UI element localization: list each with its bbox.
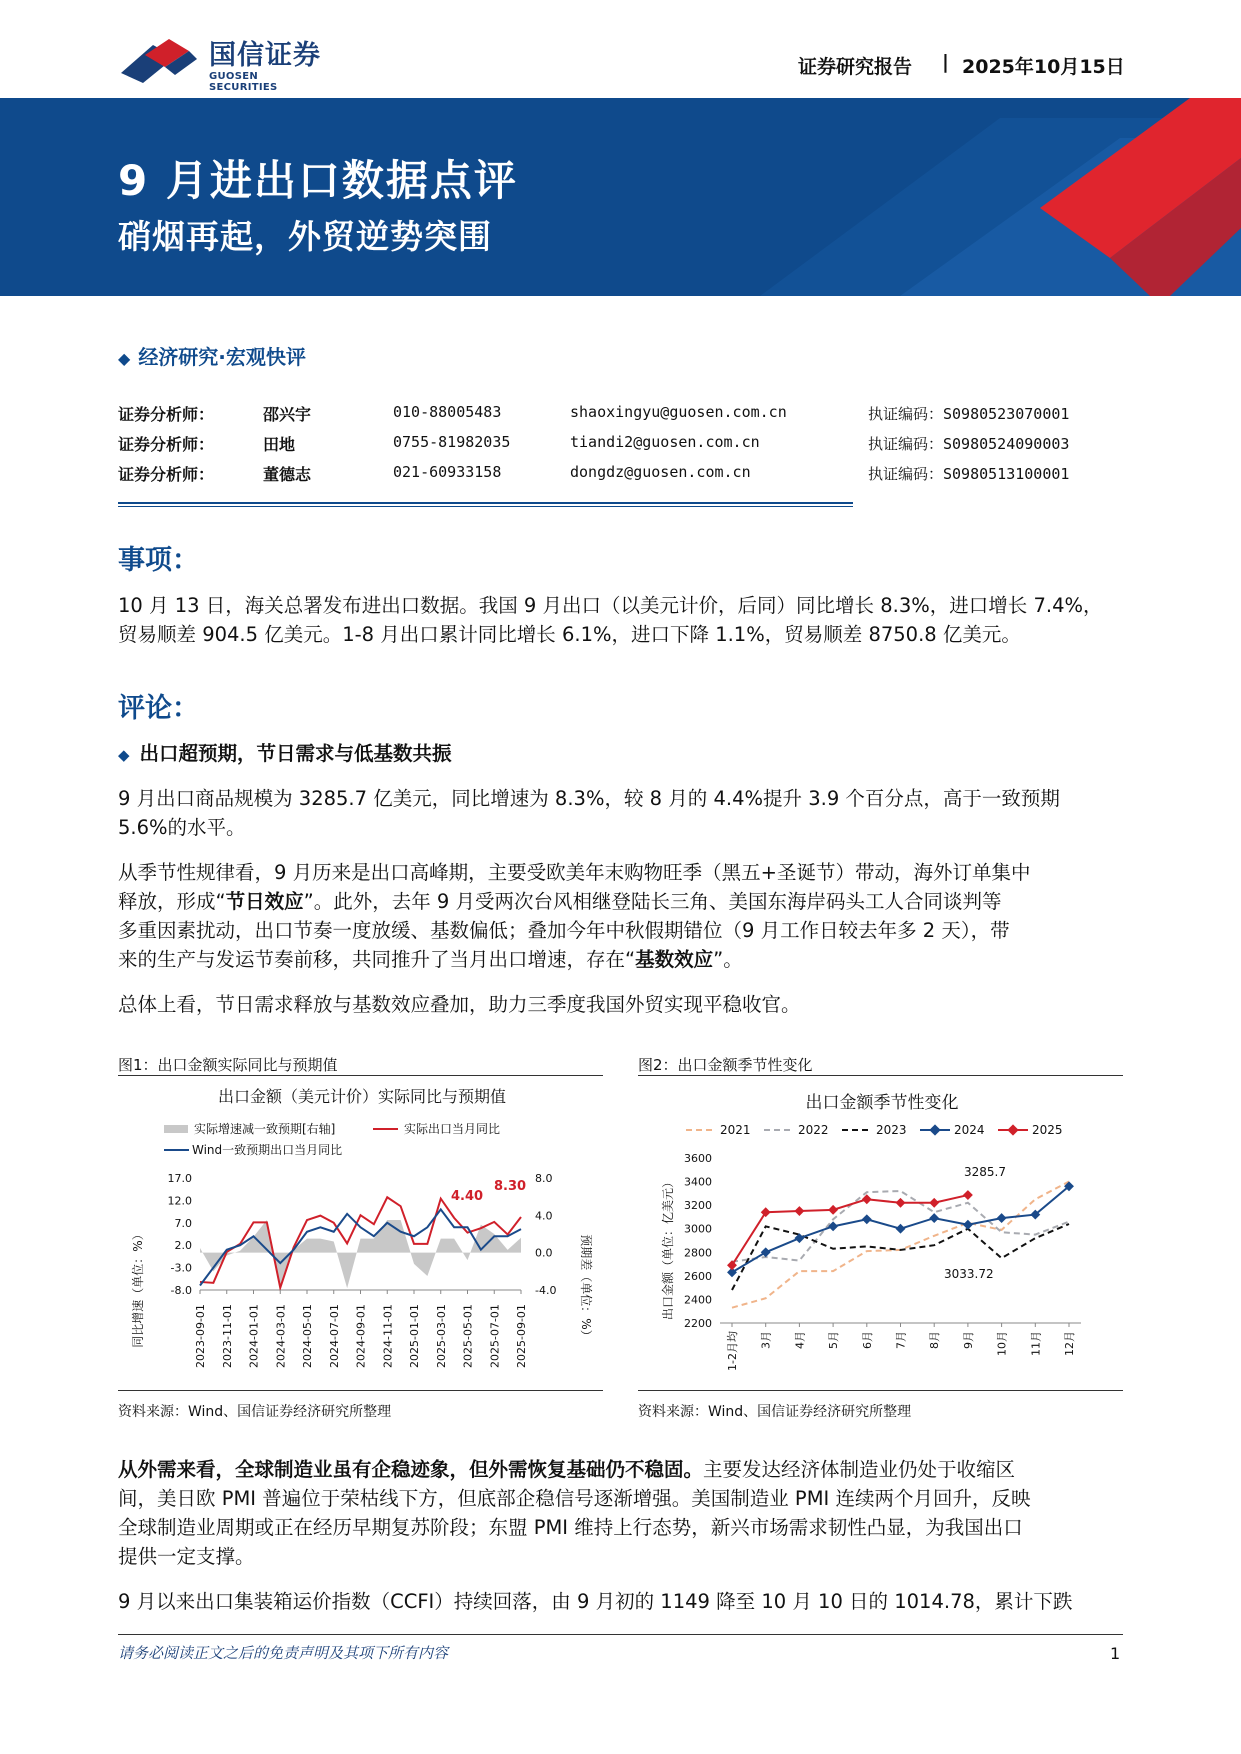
- x-tick-label: 2025-09-01: [515, 1304, 528, 1368]
- y-axis-label: 同比增速（单位：%）: [131, 1228, 145, 1348]
- x-tick-label: 2024-03-01: [274, 1304, 288, 1368]
- text-run: ”。: [713, 948, 743, 971]
- analyst-phone: 010-88005483: [393, 403, 502, 421]
- annotation-8-30: 8.30: [494, 1179, 527, 1194]
- paragraph-line: 总体上看，节日需求释放与基数效应叠加，助力三季度我国外贸实现平稳收官。: [118, 993, 801, 1016]
- series-point: [828, 1221, 838, 1231]
- x-tick-label: 11月: [1029, 1331, 1043, 1356]
- y2-tick-label: -4.0: [535, 1284, 557, 1297]
- x-tick-label: 2023-11-01: [220, 1304, 234, 1368]
- logo-text-en: GUOSEN SECURITIES: [209, 71, 278, 93]
- paragraph-line: 间，美日欧 PMI 普遍位于荣枯线下方，但底部企稳信号逐渐增强。美国制造业 PMI 连续两个月回升，反映: [118, 1487, 1031, 1510]
- footer-disclaimer: 请务必阅读正文之后的免责声明及其项下所有内容: [118, 1644, 449, 1662]
- x-tick-label: 2024-01-01: [247, 1304, 261, 1368]
- fig2-source: 资料来源：Wind、国信证券经济研究所整理: [638, 1404, 912, 1420]
- category-tag: [118, 341, 306, 370]
- series-point: [896, 1224, 906, 1234]
- series-point: [862, 1214, 872, 1224]
- fig2-top-rule: [638, 1075, 1123, 1076]
- x-tick-label: 2025-01-01: [408, 1304, 421, 1368]
- x-tick-label: 6月: [860, 1331, 874, 1349]
- legend-label: Wind一致预期出口当月同比: [192, 1143, 343, 1157]
- analyst-cert: 执证编码：S0980513100001: [868, 465, 1070, 483]
- series-point: [929, 1198, 939, 1208]
- x-tick-label: 4月: [793, 1331, 807, 1349]
- series-point: [896, 1198, 906, 1208]
- export-seasonality-chart: [638, 1078, 1123, 1390]
- footer-rule: [118, 1634, 1123, 1635]
- x-tick-label: 3月: [759, 1331, 773, 1349]
- emphasis-text: 节日效应: [225, 890, 304, 913]
- analyst-cert: 执证编码：S0980523070001: [868, 405, 1070, 423]
- text-run: ”。此外，去年 9 月受两次台风相继登陆长三角、美国东海岸码头工人合同谈判等: [303, 890, 1002, 913]
- x-tick-label: 2024-05-01: [301, 1304, 314, 1368]
- y-tick-label: 2400: [684, 1293, 712, 1307]
- export-yoy-chart: [118, 1078, 603, 1390]
- series-point: [929, 1213, 939, 1223]
- page-title: 9 月进出口数据点评: [118, 156, 518, 205]
- legend-label: 2021: [720, 1123, 751, 1137]
- paragraph-line: 多重因素扰动，出口节奏一度放缓、基数偏低；叠加今年中秋假期错位（9 月工作日较去年多 2 天），带: [118, 919, 1010, 942]
- legend-swatch-gray: [164, 1125, 188, 1133]
- y-tick-label: -3.0: [170, 1261, 192, 1275]
- annotation-4-40: 4.40: [451, 1189, 484, 1204]
- paragraph-line: 全球制造业周期或正在经历早期复苏阶段；东盟 PMI 维持上行态势，新兴市场需求韧性凸显，为我国出口: [118, 1516, 1023, 1539]
- analyst-label: 证券分析师：: [118, 405, 215, 424]
- logo-text-cn: 国信证券: [209, 40, 321, 71]
- paragraph-line: 9 月出口商品规模为 3285.7 亿美元，同比增速为 8.3%，较 8 月的 4.4%提升 3.9 个百分点，高于一致预期: [118, 787, 1060, 810]
- page-number: 1: [1110, 1644, 1121, 1663]
- diamond-icon: ◆: [118, 746, 130, 764]
- y-tick-label: 3000: [684, 1222, 712, 1236]
- y2-tick-label: 0.0: [535, 1246, 553, 1260]
- paragraph-line: 从季节性规律看，9 月历来是出口高峰期，主要受欧美年末购物旺季（黑五+圣诞节）带动，海外订单集中: [118, 861, 1031, 884]
- text-run: 主要发达经济体制造业仍处于收缩区: [703, 1458, 1016, 1481]
- analyst-cert: 执证编码：S0980524090003: [868, 435, 1070, 453]
- analyst-name: 田地: [263, 435, 296, 454]
- y2-tick-label: 4.0: [535, 1209, 553, 1223]
- analyst-email[interactable]: shaoxingyu@guosen.com.cn: [570, 403, 787, 421]
- x-tick-label: 2024-09-01: [354, 1304, 368, 1368]
- series-point: [963, 1190, 973, 1200]
- y-tick-label: 3600: [684, 1152, 712, 1165]
- legend-marker: [1007, 1124, 1018, 1135]
- analyst-name: 邵兴宇: [263, 405, 312, 424]
- y-tick-label: 12.0: [167, 1194, 192, 1208]
- analyst-row: [118, 402, 1118, 424]
- legend-marker: [929, 1124, 940, 1135]
- legend-label: 2024: [954, 1123, 985, 1137]
- y-tick-label: 3400: [684, 1175, 712, 1189]
- logo: [117, 33, 327, 93]
- bullet-heading: [118, 738, 452, 766]
- report-date: 2025年10月15日: [962, 56, 1125, 78]
- analyst-phone: 021-60933158: [393, 463, 502, 481]
- series-point: [828, 1205, 838, 1215]
- series-point: [761, 1247, 771, 1257]
- event-line: 贸易顺差 904.5 亿美元。1-8 月出口累计同比增长 6.1%，进口下降 1.1%，贸易顺差 8750.8 亿美元。: [118, 623, 1021, 646]
- analyst-divider-thin: [118, 506, 853, 507]
- y-tick-label: 2600: [684, 1269, 712, 1283]
- x-tick-label: 1-2月均: [726, 1331, 739, 1371]
- chart-title: 出口金额（美元计价）实际同比与预期值: [217, 1087, 507, 1106]
- fig1-caption: 图1：出口金额实际同比与预期值: [118, 1056, 338, 1074]
- legend-label: 2023: [876, 1123, 907, 1137]
- annotation-3033-72: 3033.72: [944, 1267, 994, 1281]
- report-type: 证券研究报告: [798, 56, 913, 78]
- y-tick-label: 17.0: [167, 1172, 192, 1185]
- x-tick-label: 10月: [995, 1331, 1009, 1356]
- x-tick-label: 2025-05-01: [461, 1304, 475, 1368]
- x-tick-label: 2024-07-01: [327, 1304, 341, 1368]
- text-run: 释放，形成“: [118, 890, 226, 913]
- y2-tick-label: 8.0: [535, 1172, 553, 1185]
- analyst-name: 董德志: [263, 465, 312, 484]
- event-heading: 事项：: [118, 545, 199, 576]
- chart-title: 出口金额季节性变化: [805, 1093, 959, 1113]
- x-tick-label: 8月: [928, 1331, 942, 1349]
- text-run: 来的生产与发运节奏前移，共同推升了当月出口增速，存在“: [118, 948, 636, 971]
- y-tick-label: 2800: [684, 1246, 712, 1260]
- x-tick-label: 2024-11-01: [381, 1304, 395, 1368]
- title-banner: [0, 98, 1241, 296]
- x-tick-label: 5月: [827, 1331, 841, 1349]
- analyst-label: 证券分析师：: [118, 435, 215, 454]
- analyst-email[interactable]: tiandi2@guosen.com.cn: [570, 433, 760, 451]
- paragraph-line: 5.6%的水平。: [118, 816, 246, 839]
- header-separator: |: [942, 51, 949, 73]
- series-point: [997, 1213, 1007, 1223]
- paragraph-line: [118, 945, 743, 974]
- fig2-caption: 图2：出口金额季节性变化: [638, 1056, 813, 1074]
- y2-axis-label: 预期差（单位：%）: [579, 1234, 593, 1342]
- analyst-row: [118, 432, 1118, 454]
- event-line: 10 月 13 日，海关总署发布进出口数据。我国 9 月出口（以美元计价，后同）同比增长 8.3%，进口增长 7.4%，: [118, 594, 1103, 617]
- paragraph-line: [118, 1455, 1015, 1484]
- y-tick-label: 3200: [684, 1199, 712, 1213]
- fig2-bottom-rule: [638, 1390, 1123, 1391]
- diamond-icon: ◆: [118, 349, 131, 368]
- emphasis-text: 基数效应: [635, 948, 714, 971]
- y-tick-label: 7.0: [174, 1216, 192, 1230]
- x-tick-label: 2025-07-01: [488, 1304, 502, 1368]
- y-tick-label: 2.0: [174, 1239, 192, 1253]
- paragraph-line: 9 月以来出口集装箱运价指数（CCFI）持续回落，由 9 月初的 1149 降至 10 月 10 日的 1014.78，累计下跌: [118, 1590, 1073, 1613]
- y-tick-label: 2200: [684, 1317, 712, 1330]
- analyst-row: [118, 462, 1118, 484]
- legend-label: 实际出口当月同比: [404, 1122, 501, 1136]
- analyst-email[interactable]: dongdz@guosen.com.cn: [570, 463, 751, 481]
- series-point: [963, 1220, 973, 1230]
- category-label: 经济研究·宏观快评: [138, 345, 306, 369]
- bullet-heading-text: 出口超预期，节日需求与低基数共振: [139, 742, 452, 765]
- annotation-3285-7: 3285.7: [964, 1165, 1006, 1179]
- fig1-top-rule: [118, 1075, 603, 1076]
- paragraph-line: [118, 887, 1002, 916]
- x-tick-label: 2023-09-01: [194, 1304, 207, 1368]
- analyst-divider: [118, 502, 853, 504]
- fig1-bottom-rule: [118, 1390, 603, 1391]
- x-tick-label: 7月: [894, 1331, 908, 1349]
- paragraph-line: 提供一定支撑。: [118, 1545, 255, 1568]
- page-subtitle: 硝烟再起，外贸逆势突围: [118, 217, 492, 256]
- comment-heading: 评论：: [118, 693, 199, 724]
- x-tick-label: 12月: [1063, 1331, 1076, 1356]
- series-point: [761, 1207, 771, 1217]
- series-point: [862, 1194, 872, 1204]
- x-tick-label: 9月: [961, 1331, 975, 1349]
- legend-label: 2025: [1032, 1123, 1063, 1137]
- y-tick-label: -8.0: [170, 1284, 192, 1297]
- series-point: [794, 1206, 804, 1216]
- x-tick-label: 2025-03-01: [434, 1304, 448, 1368]
- emphasis-text: 从外需来看，全球制造业虽有企稳迹象，但外需恢复基础仍不稳固。: [118, 1458, 704, 1481]
- legend-label: 2022: [798, 1123, 829, 1137]
- guosen-logo-icon: [117, 33, 203, 85]
- fig1-source: 资料来源：Wind、国信证券经济研究所整理: [118, 1404, 392, 1420]
- analyst-phone: 0755-81982035: [393, 433, 511, 451]
- legend-label: 实际增速减一致预期[右轴]: [194, 1122, 336, 1136]
- analyst-label: 证券分析师：: [118, 465, 215, 484]
- y-axis-label: 出口金额（单位：亿美元）: [661, 1175, 675, 1321]
